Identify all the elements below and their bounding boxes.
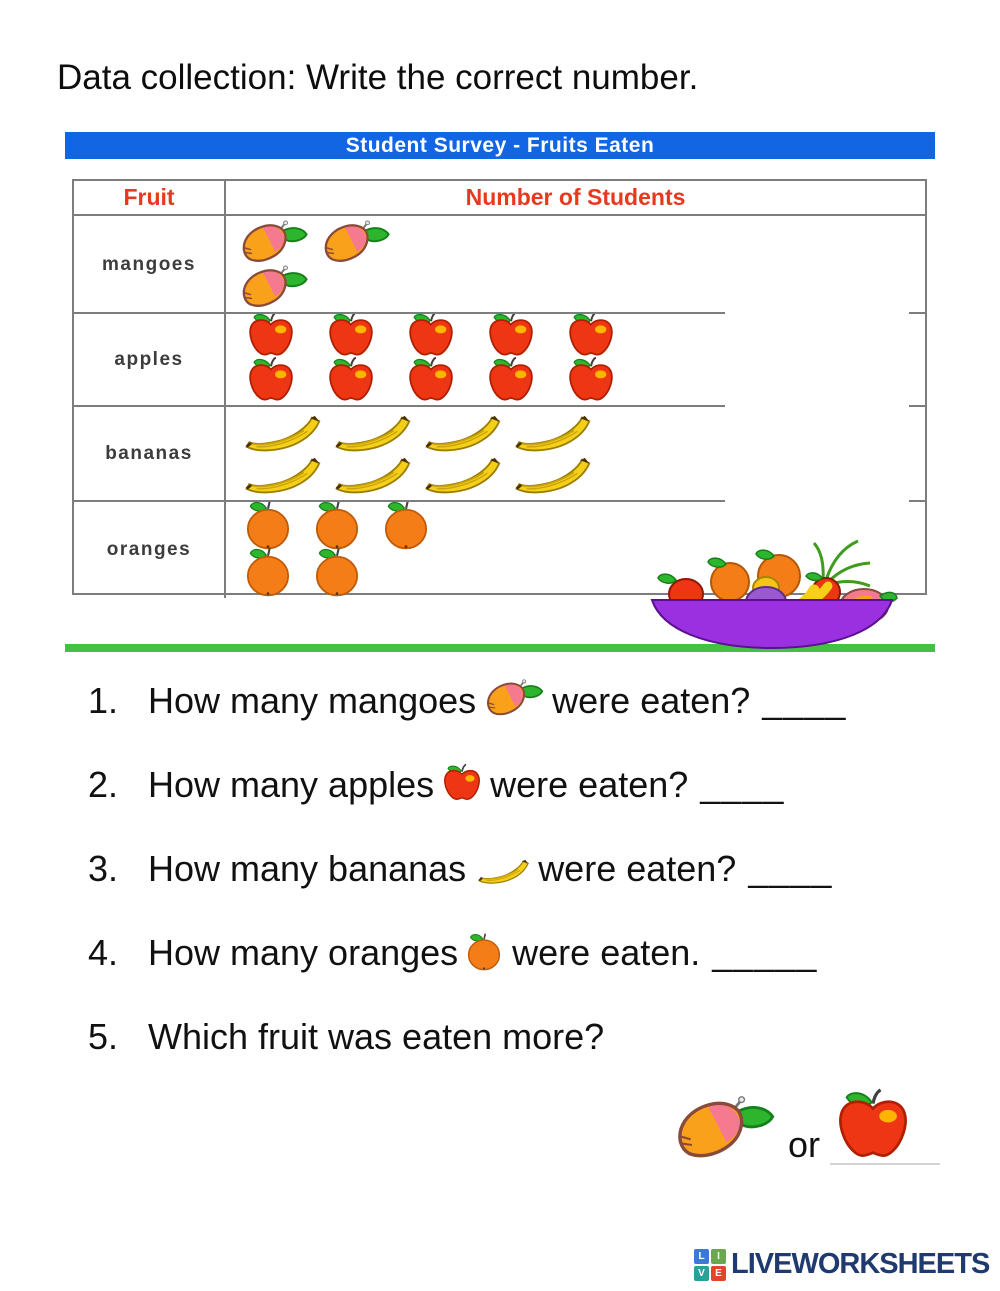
row-label: mangoes [102,253,196,275]
question-4 [88,928,846,978]
page-title: Data collection: Write the correct number. [57,58,699,97]
orange-icon [240,545,296,597]
question-text-after: were eaten. [512,932,701,973]
mango-icon [240,264,310,310]
question-body [148,1016,604,1058]
banana-icon [330,414,414,454]
apple-icon [320,355,382,405]
apple-icon [400,310,462,360]
fruit-bowl-illustration [646,536,898,652]
banana-icon [240,414,324,454]
choice-apple[interactable] [834,1086,912,1164]
question-number: 2. [88,764,119,805]
orange-icon [309,498,365,550]
survey-header-bar [65,132,935,159]
liveworksheets-logo [694,1248,989,1281]
row-label: oranges [106,538,192,560]
fruit-name-cell [74,501,226,598]
answer-blank[interactable]: _____ [712,932,818,973]
fruit-count-cell [226,406,925,501]
answer-blank[interactable]: ____ [748,848,833,889]
fruit-count-cell [226,216,925,313]
row-label: bananas [105,442,193,464]
question-text-after: were eaten? [490,764,689,805]
mango-icon [322,219,392,265]
apple-icon [240,310,302,360]
banana-icon [420,456,504,496]
question-number: 3. [88,848,119,889]
fruit-bowl-icon [646,536,898,652]
apple-icon [480,355,542,405]
banana-icon [510,414,594,454]
question-3 [88,844,846,894]
survey-row-bananas [74,406,925,501]
banana-icon [240,456,324,496]
mango-icon [240,219,310,265]
fruit-name-cell [74,406,226,501]
banana-icon [476,857,530,887]
column-header-fruit: Fruit [74,181,226,214]
or-label: or [788,1124,821,1165]
brand-name: LIVEWORKSHEETS [731,1248,990,1280]
question-text-before: Which fruit was eaten more? [148,1016,605,1057]
apple-icon [240,355,302,405]
orange-icon [240,498,296,550]
question-text-after: were eaten? [552,680,751,721]
fruit-name-cell [74,313,226,406]
apple-icon [834,1086,912,1164]
fruit-name-cell [74,216,226,313]
answer-blank[interactable]: ____ [700,764,785,805]
mango-icon [676,1094,776,1162]
question-1 [88,676,846,726]
survey-row-mangoes [74,216,925,313]
apple-icon [442,762,482,804]
logo-tile-l: L [694,1249,709,1264]
orange-icon [378,498,434,550]
banana-icon [510,456,594,496]
logo-tile-e: E [711,1266,726,1281]
question-text-before: How many bananas [148,848,467,889]
question-body [148,928,817,978]
apple-icon [400,355,462,405]
question-text-after: were eaten? [538,848,737,889]
questions-list [88,676,846,1062]
icon-line [240,360,925,405]
logo-tile-i: I [711,1249,726,1264]
question-number: 1. [88,680,119,721]
mango-icon [486,678,544,718]
question-body [148,848,832,890]
apple-icon [560,355,622,405]
survey-title: Student Survey - Fruits Eaten [345,133,655,157]
question-text-before: How many apples [148,764,435,805]
table-header-row [74,181,925,216]
question-text-before: How many oranges [148,932,459,973]
icon-line [240,220,925,265]
icon-line [240,412,925,454]
question-body [148,678,846,724]
question-5 [88,1012,846,1062]
survey-table [72,179,927,595]
question-number: 5. [88,1016,119,1057]
question-2 [88,760,846,810]
orange-icon [309,545,365,597]
choice-mango[interactable] [676,1094,776,1162]
column-header-number-of-students: Number of Students [465,184,686,210]
question-body [148,762,784,808]
orange-icon [466,928,502,974]
liveworksheets-logo-icon [694,1249,726,1281]
logo-tile-v: V [694,1266,709,1281]
survey-row-apples [74,313,925,406]
apple-icon [480,310,542,360]
fruit-count-cell [226,313,925,406]
icon-line [240,315,925,360]
answer-underline [830,1163,940,1165]
icon-line [240,265,925,310]
banana-icon [420,414,504,454]
icon-line [240,454,925,496]
row-label: apples [114,348,184,370]
apple-icon [320,310,382,360]
banana-icon [330,456,414,496]
question-number: 4. [88,932,119,973]
apple-icon [560,310,622,360]
answer-blank[interactable]: ____ [762,680,847,721]
question-text-before: How many mangoes [148,680,477,721]
